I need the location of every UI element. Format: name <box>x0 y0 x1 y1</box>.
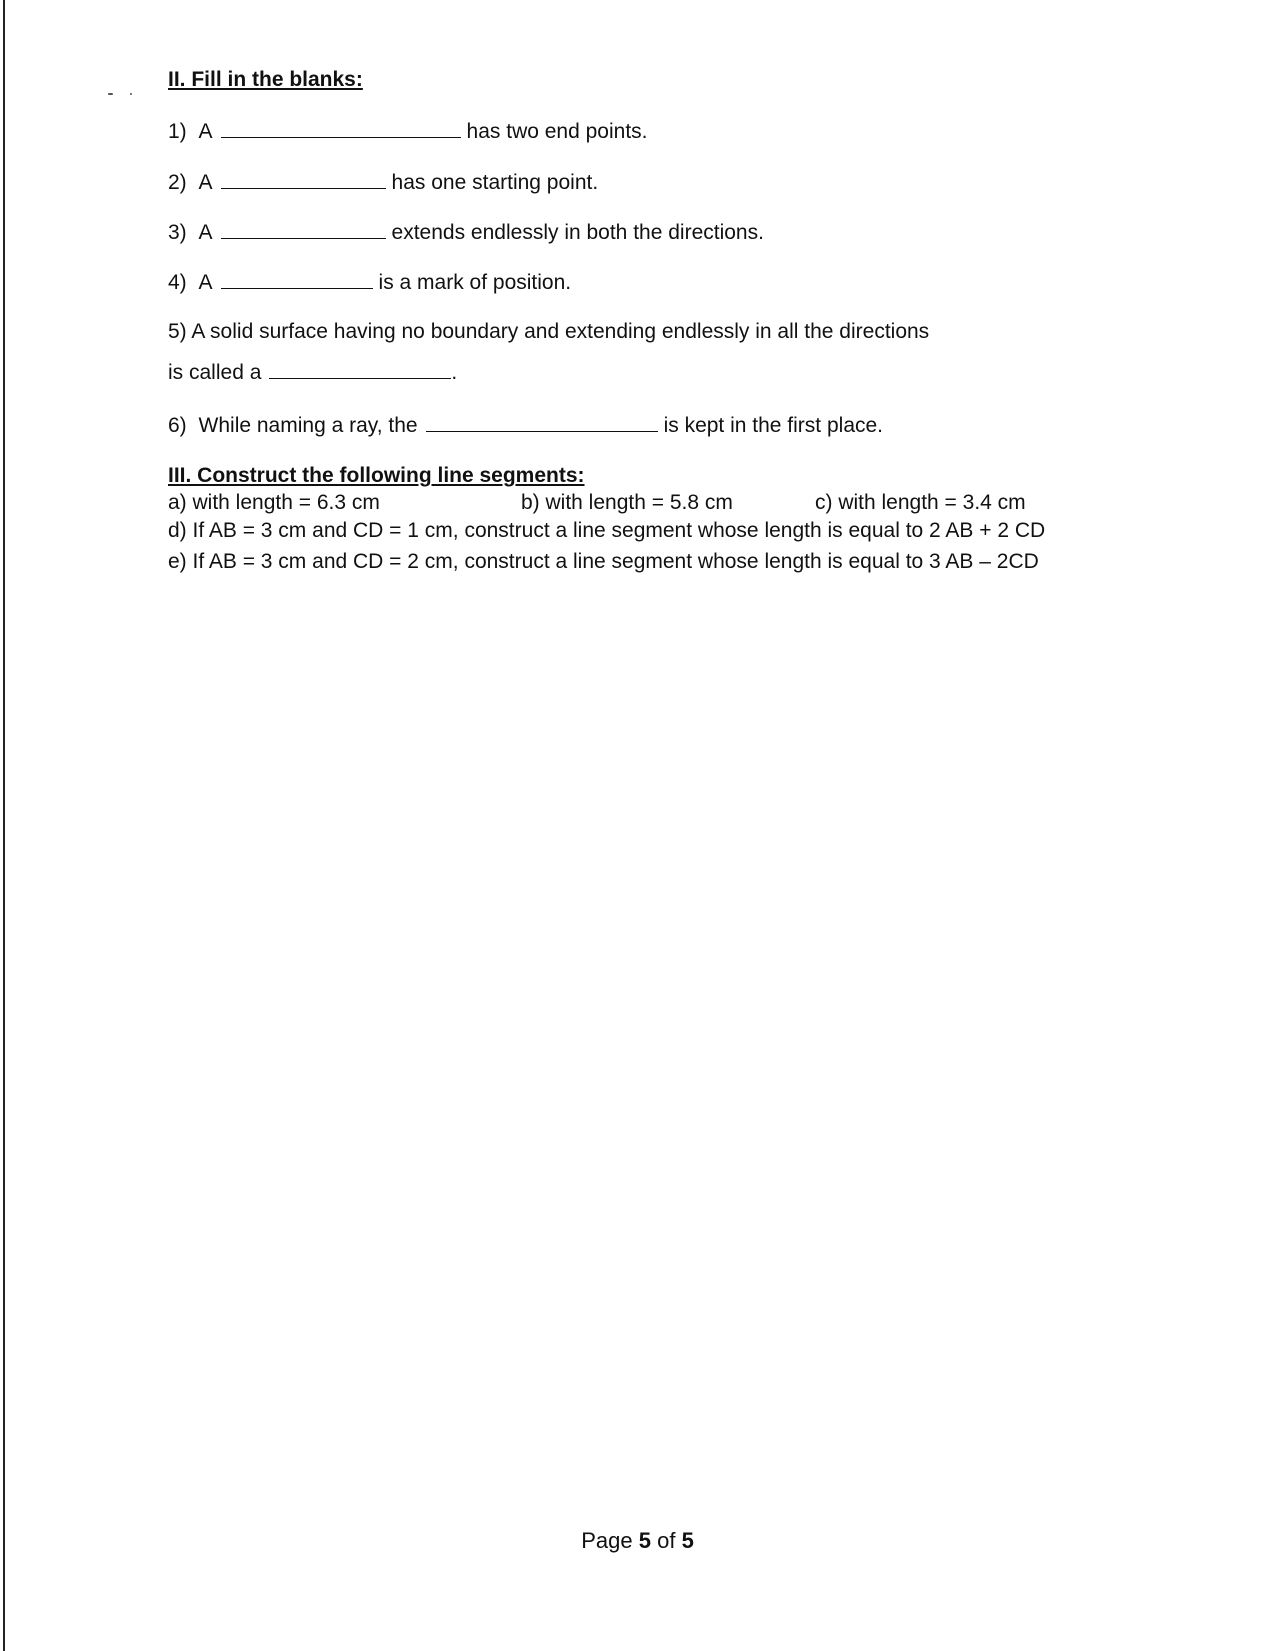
question-number: 6) <box>168 414 187 437</box>
question-prefix: A <box>198 271 213 294</box>
question-prefix: While naming a ray, the <box>198 414 418 437</box>
question-suffix: is kept in the first place. <box>663 414 884 437</box>
question-prefix-continued: is called a <box>168 361 262 384</box>
page-left-border <box>3 0 5 1651</box>
section-heading-fill-blanks: II. Fill in the blanks: <box>168 68 363 91</box>
question-number: 4) <box>168 271 187 294</box>
page-word: Page <box>581 1528 633 1553</box>
question-prefix: A <box>198 221 213 244</box>
question-suffix: has one starting point. <box>391 171 599 194</box>
question-5-continuation <box>168 360 457 385</box>
total-pages-number: 5 <box>681 1528 694 1553</box>
answer-blank[interactable] <box>221 119 461 138</box>
question-number: 2) <box>168 171 187 194</box>
answer-blank[interactable] <box>221 170 386 189</box>
answer-blank[interactable] <box>221 220 386 239</box>
of-word: of <box>657 1528 676 1553</box>
construct-item-c: c) with length = 3.4 cm <box>815 491 1026 514</box>
question-prefix: A <box>198 120 213 143</box>
current-page-number: 5 <box>638 1528 651 1553</box>
question-3 <box>168 220 764 245</box>
question-4 <box>168 270 571 295</box>
answer-blank[interactable] <box>269 360 451 379</box>
construct-item-d: d) If AB = 3 cm and CD = 1 cm, construct a line segment whose length is equal to 2 AB + 2 CD <box>168 519 1046 542</box>
page-number-footer <box>0 1528 1275 1554</box>
question-prefix: A <box>198 171 213 194</box>
question-1 <box>168 119 648 144</box>
question-suffix: has two end points. <box>466 120 648 143</box>
construct-item-b: b) with length = 5.8 cm <box>521 491 733 514</box>
question-6 <box>168 413 883 438</box>
question-prefix: A solid surface having no boundary and extending endlessly in all the directions <box>191 320 930 343</box>
scan-speck <box>108 93 113 95</box>
section-heading-construct: III. Construct the following line segments: <box>168 464 585 487</box>
question-number: 3) <box>168 221 187 244</box>
construct-item-e: e) If AB = 3 cm and CD = 2 cm, construct a line segment whose length is equal to 3 AB – 2CD <box>168 550 1039 573</box>
question-number: 1) <box>168 120 187 143</box>
question-suffix: extends endlessly in both the directions. <box>391 221 764 244</box>
question-suffix: . <box>451 361 458 384</box>
scan-speck <box>130 93 132 95</box>
question-number: 5) <box>168 320 187 343</box>
question-suffix: is a mark of position. <box>378 271 572 294</box>
answer-blank[interactable] <box>221 270 373 289</box>
construct-item-a: a) with length = 6.3 cm <box>168 491 380 514</box>
question-2 <box>168 170 598 195</box>
answer-blank[interactable] <box>426 413 658 432</box>
question-5 <box>168 320 929 344</box>
